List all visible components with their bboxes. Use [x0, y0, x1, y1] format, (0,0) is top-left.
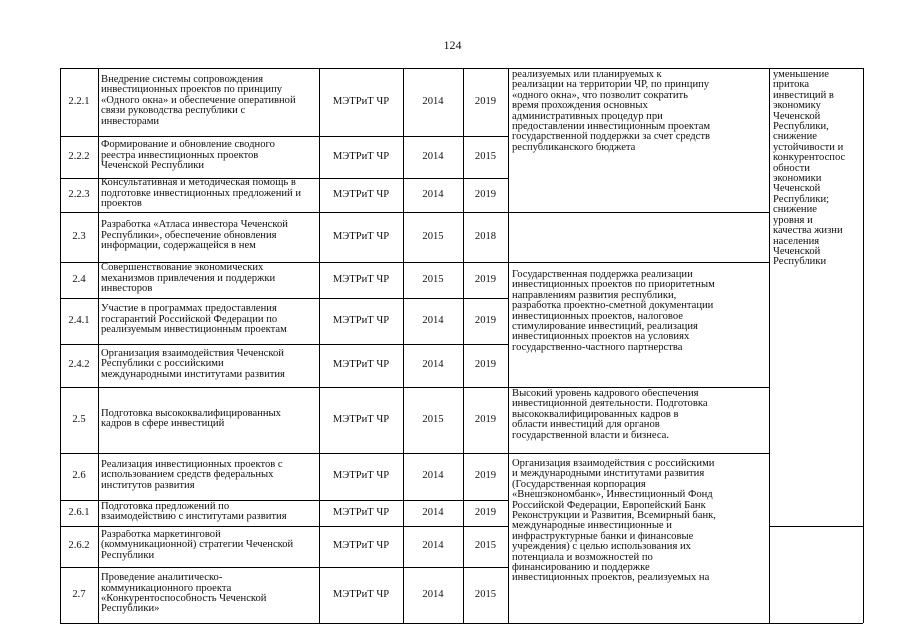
indicator-cell	[769, 70, 867, 268]
row-start-year: 2014	[422, 314, 444, 326]
grid-line-h	[60, 623, 508, 624]
row-number: 2.2.3	[68, 188, 90, 200]
row-name-text: Формирование и обновление сводного реестра инвестиционных проектов Чеченской Республики	[101, 140, 275, 172]
row-name	[98, 178, 322, 212]
grid-line-v	[863, 68, 864, 623]
page-number: 124	[443, 38, 462, 52]
row-end-year: 2019	[474, 359, 497, 371]
row-end-year: 2018	[474, 230, 497, 242]
row-end-year: 2019	[474, 95, 497, 107]
row-executor: МЭТРиТ ЧР	[332, 506, 390, 518]
row-executor: МЭТРиТ ЧР	[332, 273, 390, 285]
row-name-text: Проведение аналитическо- коммуникационного проекта «Конкурентоспособность Чеченской Республики»	[101, 573, 267, 615]
row-name-text: Совершенствование экономических механизмов привлечения и поддержки инвесторов	[101, 263, 276, 295]
row-number: 2.6	[72, 470, 86, 482]
row-name	[98, 530, 322, 571]
row-name	[98, 75, 322, 143]
row-start-year: 2015	[422, 230, 444, 242]
row-executor: МЭТРиТ ЧР	[332, 413, 390, 425]
row-executor: МЭТРиТ ЧР	[332, 95, 390, 107]
grid-line-h	[60, 500, 508, 501]
row-start-year: 2014	[422, 470, 444, 482]
grid-line-v	[403, 68, 404, 623]
indicator-text: уменьшение притока инвестиций в экономику Чеченской Республики, снижение устойчивости и конкурентоспос обности экономики Чеченской Республики; снижение уровня и качества жизни населения Чеченской Республики	[773, 70, 846, 268]
result-cell	[508, 70, 773, 153]
row-executor: МЭТРиТ ЧР	[332, 588, 390, 600]
row-start-year: 2014	[422, 540, 444, 552]
row-end-year: 2015	[474, 150, 497, 162]
row-end-year: 2019	[474, 188, 497, 200]
grid-line-h	[508, 387, 769, 388]
row-end-year: 2015	[474, 588, 497, 600]
grid-line-v	[463, 68, 464, 623]
row-number: 2.5	[72, 413, 86, 425]
row-name	[98, 502, 322, 528]
grid-line-h	[508, 262, 769, 263]
row-number: 2.4.1	[68, 314, 90, 326]
row-executor: МЭТРиТ ЧР	[332, 150, 390, 162]
row-name-text: Организация взаимодействия Чеченской Республики с российскими международными институтами развития	[101, 348, 285, 380]
row-number: 2.2.1	[68, 95, 90, 107]
grid-line-h	[60, 387, 508, 388]
row-name-text: Подготовка предложений по взаимодействию с институтами развития	[101, 501, 287, 522]
row-end-year: 2019	[474, 506, 497, 518]
row-executor: МЭТРиТ ЧР	[332, 188, 390, 200]
row-start-year: 2014	[422, 188, 444, 200]
grid-line-h	[60, 526, 508, 527]
result-text: реализуемых или планируемых к реализации на территории ЧР, по принципу «одного окна», что позволит сократить время прохождения основных административных процедур при предоставлении инвестиционным проектам государственной поддержки за счет средств республиканского бюджета	[512, 70, 711, 153]
grid-line-h	[508, 623, 769, 624]
row-executor: МЭТРиТ ЧР	[332, 359, 390, 371]
row-name	[98, 263, 322, 299]
row-end-year: 2019	[474, 314, 497, 326]
grid-line-h	[60, 178, 508, 179]
row-name-text: Консультативная и методическая помощь в подготовке инвестиционных предложений и проектов	[101, 178, 302, 210]
row-number: 2.4.2	[68, 359, 90, 371]
row-name-text: Разработка маркетинговой (коммуникационной) стратегии Чеченской Республики	[101, 529, 294, 561]
row-name-text: Внедрение системы сопровождения инвестиционных проектов по принципу «Одного окна» и обеспечение оперативной связи руководства республики с инвесторами	[101, 75, 296, 127]
row-name-text: Участие в программах предоставления госгарантий Российской Федерации по реализуемым инвестиционным проектам	[101, 304, 287, 336]
result-text: Высокий уровень кадрового обеспечения инвестиционной деятельности. Подготовка высококвалифицированных кадров в области инвестиций для органов государственной власти и бизнеса.	[512, 389, 708, 441]
row-end-year: 2019	[474, 273, 497, 285]
row-executor: МЭТРиТ ЧР	[332, 230, 390, 242]
row-name-text: Реализация инвестиционных проектов с использованием средств федеральных институтов развития	[101, 459, 283, 491]
row-start-year: 2014	[422, 506, 444, 518]
grid-line-h	[60, 344, 508, 345]
grid-line-v	[98, 68, 99, 623]
grid-line-v	[769, 68, 770, 623]
grid-line-h	[769, 526, 863, 527]
grid-line-v	[508, 68, 509, 623]
grid-line-h	[60, 453, 508, 454]
result-text: Государственная поддержка реализации инвестиционных проектов по приоритетным направлениям развития республики, разработка проектно-сметной документации инвестиционных проектов, налоговое стимулирование инвестиций, реализация инвестиционных проектов на условиях государственно-частного партнерства	[512, 270, 715, 353]
row-executor: МЭТРиТ ЧР	[332, 470, 390, 482]
grid-line-h	[60, 298, 508, 299]
row-number: 2.6.1	[68, 506, 90, 518]
row-start-year: 2015	[422, 413, 444, 425]
result-text: Организация взаимодействия с российскими и международными институтами развития (Государственная корпорация «Внешэкономбанк», Инвестиционный Фонд Российской Федерации, Европейский Банк Реконструкции и Развития, Всемирный банк, международные инвестиционные и инфраструктурные банки и финансовые учреждения) с целью использования их потенциала и возможностей по финансированию и поддержке инвестиционных проектов, реализуемых на	[512, 459, 716, 584]
row-number: 2.7	[72, 588, 86, 600]
row-number: 2.6.2	[68, 540, 90, 552]
row-executor: МЭТРиТ ЧР	[332, 314, 390, 326]
result-cell	[508, 459, 773, 584]
row-start-year: 2014	[422, 150, 444, 162]
row-number: 2.3	[72, 230, 86, 242]
grid-line-h	[769, 68, 863, 69]
row-start-year: 2015	[422, 273, 444, 285]
grid-line-v	[60, 68, 61, 623]
row-end-year: 2015	[474, 540, 497, 552]
row-end-year: 2019	[474, 470, 497, 482]
row-end-year: 2019	[474, 413, 497, 425]
row-start-year: 2014	[422, 588, 444, 600]
row-name-text: Разработка «Атласа инвестора Чеченской Республики», обеспечение обновления информации, содержащейся в нем	[101, 220, 288, 252]
row-name	[98, 573, 322, 629]
grid-line-h	[508, 212, 769, 213]
grid-line-h	[508, 68, 769, 69]
grid-line-h	[769, 623, 863, 624]
row-number: 2.4	[72, 273, 86, 285]
grid-line-h	[60, 567, 508, 568]
row-name-text: Подготовка высококвалифицированных кадров в сфере инвестиций	[101, 408, 281, 429]
grid-line-h	[60, 212, 508, 213]
row-name	[98, 349, 322, 392]
grid-line-h	[60, 262, 508, 263]
row-executor: МЭТРиТ ЧР	[332, 540, 390, 552]
row-name	[98, 140, 322, 182]
result-cell	[508, 270, 773, 353]
grid-line-h	[60, 68, 508, 69]
grid-line-h	[508, 453, 769, 454]
row-start-year: 2014	[422, 359, 444, 371]
row-start-year: 2014	[422, 95, 444, 107]
grid-line-h	[60, 136, 508, 137]
result-cell	[508, 389, 773, 441]
grid-line-v	[319, 68, 320, 623]
row-number: 2.2.2	[68, 150, 90, 162]
